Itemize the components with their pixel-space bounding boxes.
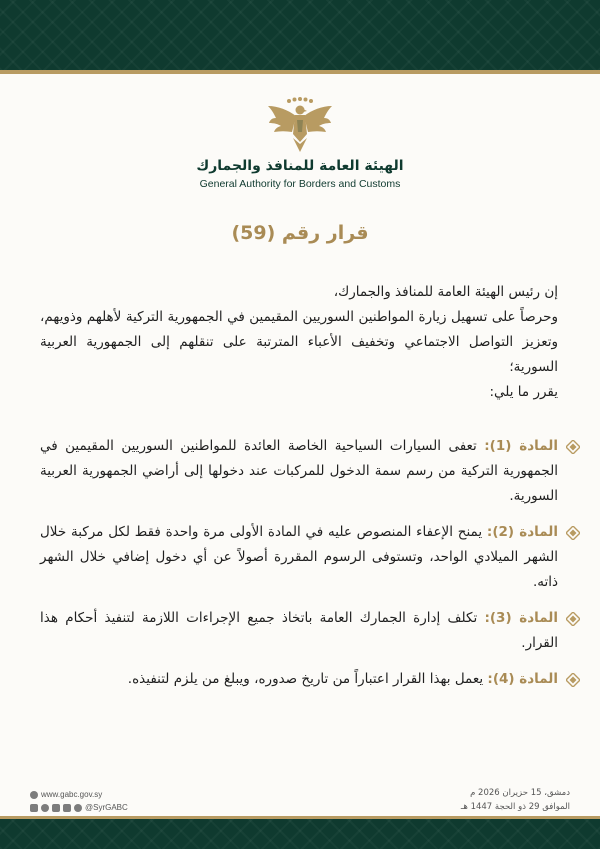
article-text: تكلف إدارة الجمارك العامة باتخاذ جميع الإجراءات اللازمة لتنفيذ أحكام هذا القرار. bbox=[40, 610, 558, 651]
footer-website-row bbox=[30, 788, 128, 801]
diamond-ornament-icon bbox=[566, 440, 580, 454]
preamble bbox=[40, 280, 558, 405]
preamble-line: يقرر ما يلي: bbox=[489, 384, 558, 400]
article-3 bbox=[40, 606, 580, 656]
footer-contact bbox=[30, 788, 128, 814]
facebook-icon[interactable] bbox=[30, 804, 38, 812]
article-text: تعفى السيارات السياحية الخاصة العائدة للمواطنين السوريين المقيمين في الجمهورية التركية من رسم سمة الدخول للمركبات عند دخولها إلى أراضي الجمهورية العربية السورية. bbox=[40, 438, 558, 504]
preamble-line: وحرصاً على تسهيل زيارة المواطنين السوريين المقيمين في الجمهورية التركية لأهلهم وذويهم، وتعزيز التواصل الاجتماعي وتخفيف الأعباء المترتبة على تنقلهم إلى الجمهورية العربية السورية؛ bbox=[40, 309, 558, 375]
article-text: يعمل بهذا القرار اعتباراً من تاريخ صدوره، ويبلغ من يلزم لتنفيذه. bbox=[127, 671, 484, 687]
eagle-emblem-icon bbox=[262, 96, 338, 154]
footer-social-row bbox=[30, 801, 128, 814]
article-text: يمنح الإعفاء المنصوص عليه في المادة الأولى مرة واحدة فقط لكل مركبة خلال الشهر الميلادي الواحد، وتستوفى الرسوم المقررة أصولاً عن أي دخول إضافي خلال الشهر ذاته. bbox=[40, 524, 558, 590]
org-name-arabic: الهيئة العامة للمنافذ والجمارك bbox=[196, 158, 404, 174]
header-gold-rule bbox=[0, 70, 600, 74]
preamble-line: إن رئيس الهيئة العامة للمنافذ والجمارك، bbox=[333, 284, 558, 300]
instagram-icon[interactable] bbox=[41, 804, 49, 812]
diamond-ornament-icon bbox=[566, 612, 580, 626]
diamond-ornament-icon bbox=[566, 673, 580, 687]
article-1 bbox=[40, 434, 580, 509]
articles-list bbox=[40, 434, 580, 703]
article-label: المادة (2): bbox=[486, 524, 558, 540]
x-icon[interactable] bbox=[52, 804, 60, 812]
article-label: المادة (4): bbox=[487, 671, 558, 687]
telegram-icon[interactable] bbox=[63, 804, 71, 812]
footer-social-handle: @SyrGABC bbox=[85, 803, 128, 812]
footer-dates bbox=[370, 786, 570, 814]
article-2 bbox=[40, 520, 580, 595]
footer-pattern-band bbox=[0, 819, 600, 849]
decision-title: قرار رقم (59) bbox=[231, 222, 369, 244]
article-label: المادة (3): bbox=[484, 610, 558, 626]
footer-date-gregorian: دمشق، 15 حزيران 2026 م bbox=[470, 788, 570, 798]
article-label: المادة (1): bbox=[484, 438, 558, 454]
footer-date-hijri: الموافق 29 ذو الحجة 1447 هـ bbox=[460, 802, 570, 812]
globe-icon bbox=[30, 791, 38, 799]
footer-website[interactable]: www.gabc.gov.sy bbox=[41, 790, 103, 799]
article-4 bbox=[40, 667, 580, 692]
org-name-english: General Authority for Borders and Customs bbox=[199, 178, 401, 190]
youtube-icon[interactable] bbox=[74, 804, 82, 812]
diamond-ornament-icon bbox=[566, 526, 580, 540]
header-pattern-band bbox=[0, 0, 600, 70]
